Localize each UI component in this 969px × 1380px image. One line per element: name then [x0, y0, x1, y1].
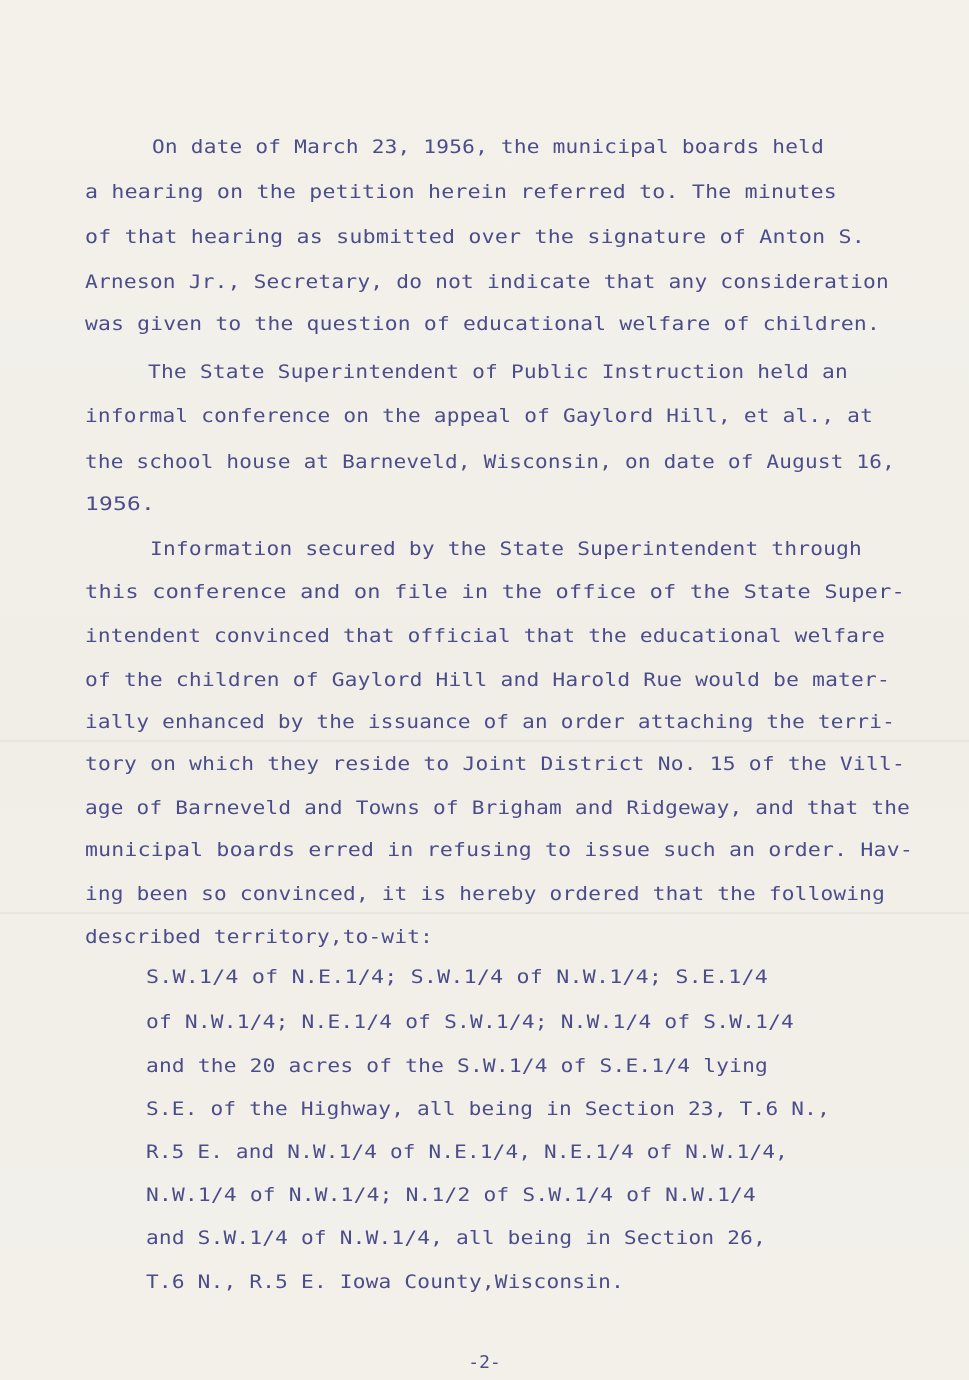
text-line: municipal boards erred in refusing to issue such an order. Hav- — [85, 839, 914, 861]
paper-fold — [0, 740, 969, 742]
text-line: N.W.1/4 of N.W.1/4; N.1/2 of S.W.1/4 of N.W.1/4 — [146, 1184, 756, 1206]
text-line: and S.W.1/4 of N.W.1/4, all being in Section 26, — [146, 1227, 766, 1249]
text-line: this conference and on file in the office of the State Super- — [85, 581, 905, 603]
text-line: S.W.1/4 of N.E.1/4; S.W.1/4 of N.W.1/4; S.E.1/4 — [146, 966, 768, 988]
text-line: age of Barneveld and Towns of Brigham and Ridgeway, and that the — [85, 797, 910, 819]
text-line: the school house at Barneveld, Wisconsin, on date of August 16, — [85, 451, 895, 473]
text-line: tory on which they reside to Joint District No. 15 of the Vill- — [85, 753, 905, 775]
text-line: of the children of Gaylord Hill and Harold Rue would be mater- — [85, 669, 890, 691]
text-line: was given to the question of educational welfare of children. — [85, 313, 880, 335]
text-line: of that hearing as submitted over the signature of Anton S. — [85, 226, 865, 248]
text-line: On date of March 23, 1956, the municipal boards held — [152, 136, 824, 158]
text-line: described territory,to-wit: — [85, 926, 433, 948]
text-line: a hearing on the petition herein referred to. The minutes — [85, 181, 837, 203]
text-line: and the 20 acres of the S.W.1/4 of S.E.1/4 lying — [146, 1055, 768, 1077]
text-line: informal conference on the appeal of Gaylord Hill, et al., at — [85, 405, 873, 427]
text-line: intendent convinced that official that the educational welfare — [85, 625, 885, 647]
text-line: S.E. of the Highway, all being in Section 23, T.6 N., — [146, 1098, 830, 1120]
text-line: ing been so convinced, it is hereby ordered that the following — [85, 883, 885, 905]
text-line: R.5 E. and N.W.1/4 of N.E.1/4, N.E.1/4 of N.W.1/4, — [146, 1141, 788, 1163]
text-line: Information secured by the State Superintendent through — [150, 538, 863, 560]
text-line: T.6 N., R.5 E. Iowa County,Wisconsin. — [146, 1271, 624, 1293]
text-line: of N.W.1/4; N.E.1/4 of S.W.1/4; N.W.1/4 of S.W.1/4 — [146, 1011, 794, 1033]
page-number: -2- — [468, 1352, 501, 1373]
text-line: The State Superintendent of Public Instruction held an — [148, 361, 848, 383]
paper-fold — [0, 912, 969, 914]
text-line: ially enhanced by the issuance of an order attaching the terri- — [85, 711, 895, 733]
text-line: 1956. — [85, 493, 155, 515]
text-line: Arneson Jr., Secretary, do not indicate that any consideration — [85, 271, 889, 293]
